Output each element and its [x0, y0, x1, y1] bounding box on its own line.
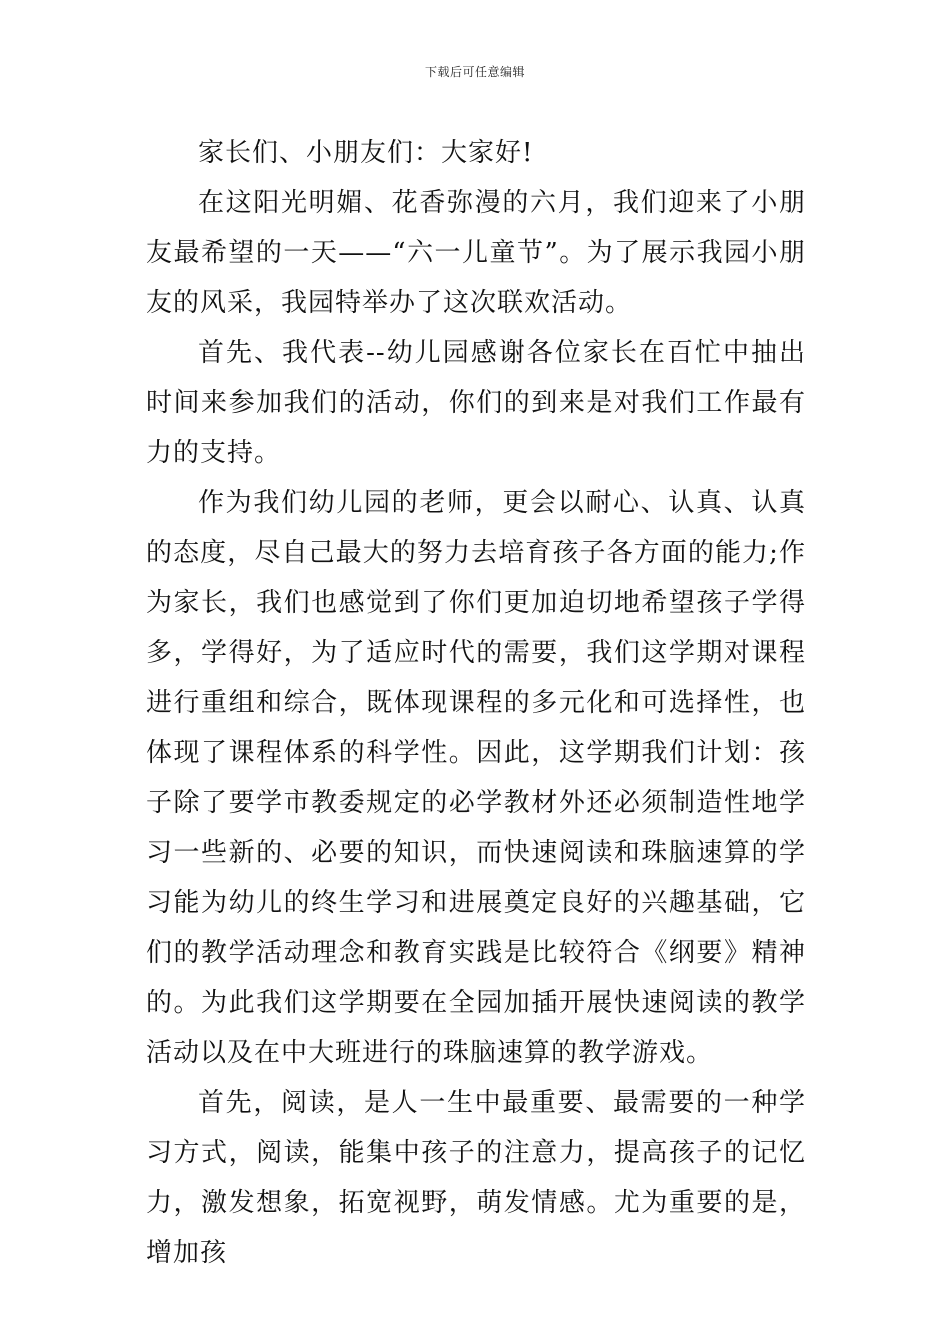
paragraph-curriculum: 作为我们幼儿园的老师，更会以耐心、认真、认真的态度，尽自己最大的努力去培育孩子各方面的能力;作为家长，我们也感觉到了你们更加迫切地希望孩子学得多，学得好，为了适应时代的需要，我们这学期对课程进行重组和综合，既体现课程的多元化和可选择性，也体现了课程体系的科学性。因此，这学期我们计划：孩子除了要学市教委规定的必学教材外还必须制造性地学习一些新的、必要的知识，而快速阅读和珠脑速算的学习能为幼儿的终生学习和进展奠定良好的兴趣基础，它们的教学活动理念和教育实践是比较符合《纲要》精神的。为此我们这学期要在全园加插开展快速阅读的教学活动以及在中大班进行的珠脑速算的教学游戏。: [146, 488, 806, 1068]
document-body: [146, 128, 806, 1278]
paragraph-thanks: 首先、我代表--幼儿园感谢各位家长在百忙中抽出时间来参加我们的活动，你们的到来是对我们工作最有力的支持。: [146, 338, 806, 468]
page-header: 下载后可任意编辑: [424, 65, 525, 79]
paragraph-reading: 首先，阅读，是人一生中最重要、最需要的一种学习方式，阅读，能集中孩子的注意力，提高孩子的记忆力，激发想象，拓宽视野，萌发情感。尤为重要的是，增加孩: [146, 1088, 806, 1268]
paragraph-greeting: 家长们、小朋友们：大家好!: [198, 138, 534, 168]
paragraph-intro: 在这阳光明媚、花香弥漫的六月，我们迎来了小朋友最希望的一天——“六一儿童节”。为了展示我园小朋友的风采，我园特举办了这次联欢活动。: [146, 188, 806, 318]
